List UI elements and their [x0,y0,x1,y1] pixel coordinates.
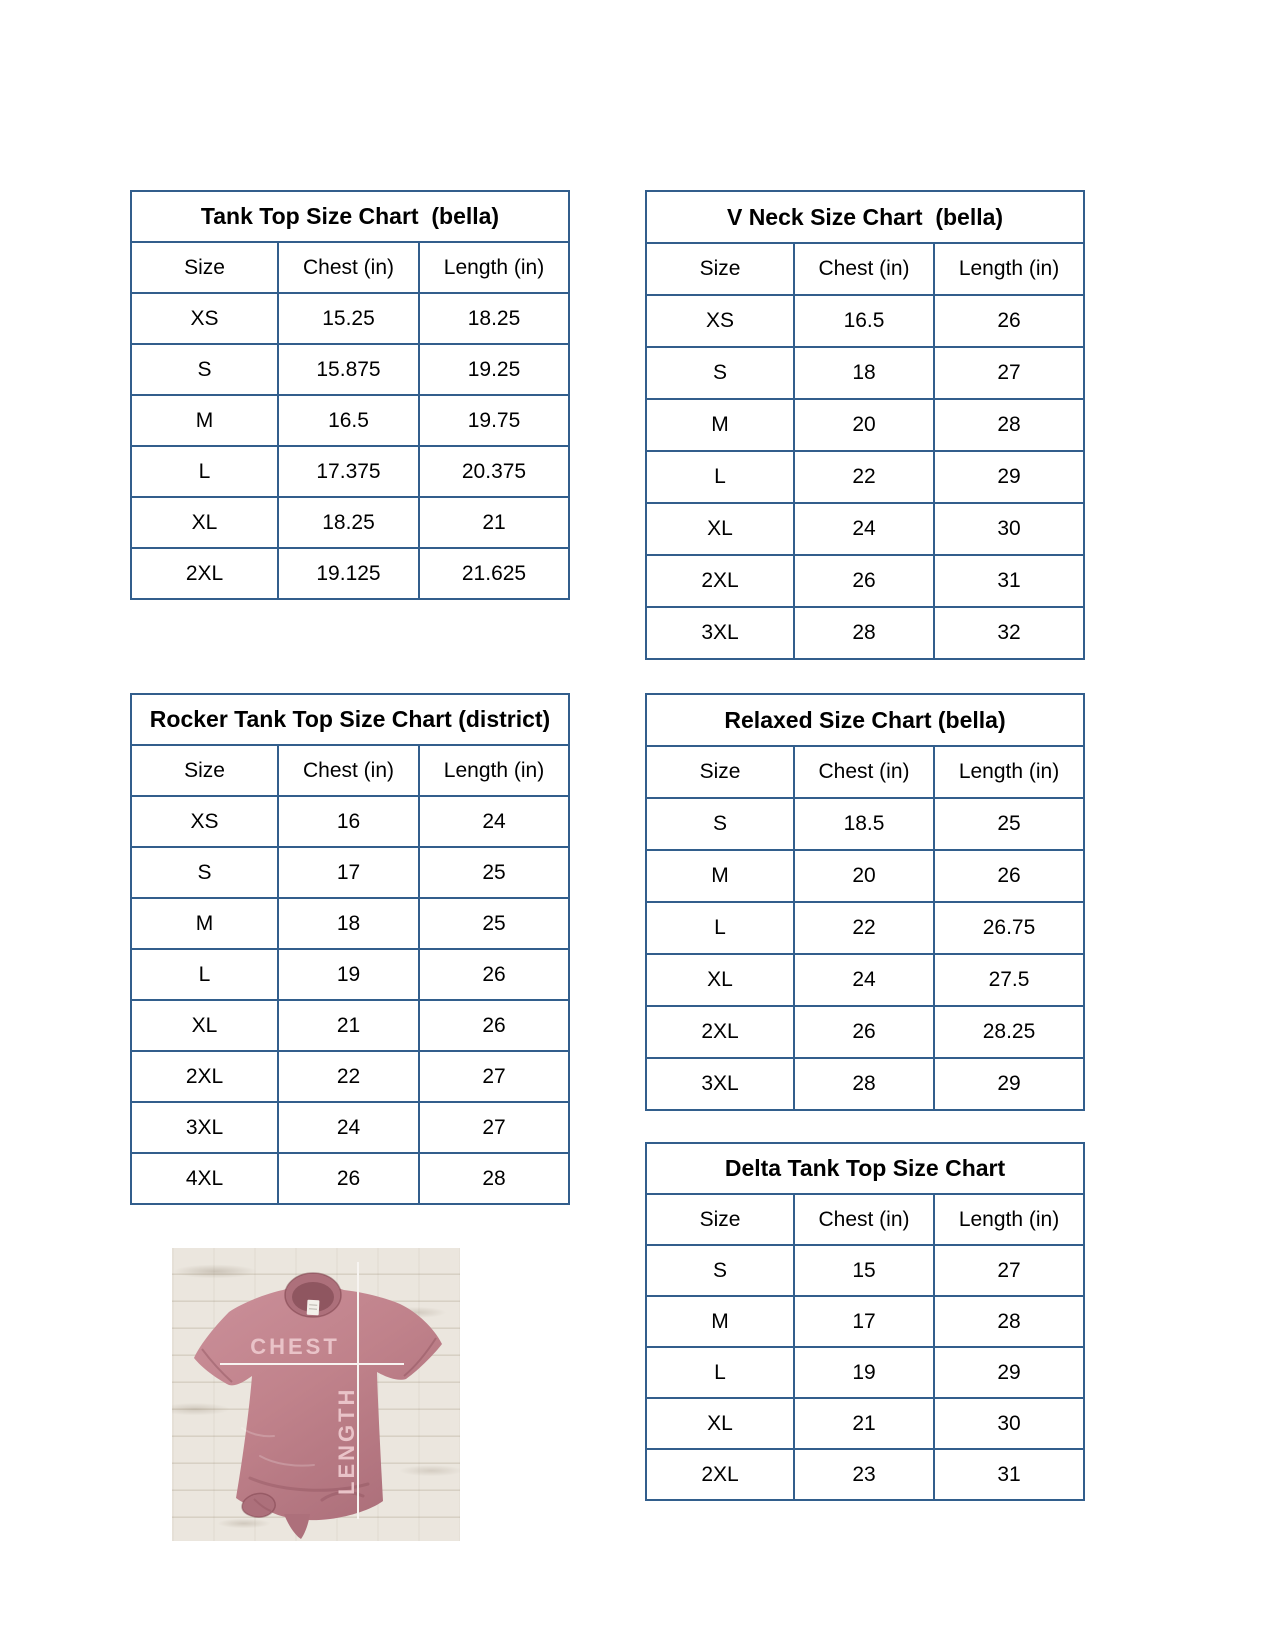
table-row [646,1347,1084,1398]
length-value-cell: 32 [934,607,1084,659]
table-row [131,1153,569,1204]
table-row [646,1006,1084,1058]
size-cell: S [646,798,794,850]
chest-value-cell: 17.375 [278,446,419,497]
chest-value-cell: 19 [278,949,419,1000]
table-row [131,745,569,796]
table-row [646,295,1084,347]
table-row [646,399,1084,451]
table-row [646,1449,1084,1500]
chest-value-cell: 16.5 [794,295,934,347]
table-row [131,344,569,395]
size-cell: M [646,850,794,902]
size-cell: M [646,1296,794,1347]
size-cell: XL [646,1398,794,1449]
length-value-cell: 25 [419,898,569,949]
table-row [131,694,569,745]
chest-value-cell: 21 [794,1398,934,1449]
length-value-cell: 19.25 [419,344,569,395]
table-row [646,503,1084,555]
table-row [646,555,1084,607]
chest-value-cell: 19 [794,1347,934,1398]
chest-value-cell: 22 [794,902,934,954]
table-row [646,347,1084,399]
size-cell: S [131,847,278,898]
size-cell: L [131,949,278,1000]
size-cell: M [131,395,278,446]
chest-value-cell: 22 [794,451,934,503]
length-value-cell: 26 [419,949,569,1000]
table-row [646,451,1084,503]
table-row [646,1143,1084,1194]
column-header-chest: Chest (in) [794,1194,934,1245]
chest-value-cell: 23 [794,1449,934,1500]
length-value-cell: 21.625 [419,548,569,599]
column-header-size: Size [646,243,794,295]
chest-value-cell: 15.875 [278,344,419,395]
length-value-cell: 29 [934,1058,1084,1110]
length-label: LENGTH [334,1386,359,1495]
table-row [646,954,1084,1006]
chest-value-cell: 28 [794,1058,934,1110]
size-cell: 3XL [131,1102,278,1153]
table-row [131,497,569,548]
column-header-chest: Chest (in) [278,745,419,796]
size-cell: XS [131,293,278,344]
table-row [646,1058,1084,1110]
size-cell: XL [646,954,794,1006]
table-row [646,902,1084,954]
chest-value-cell: 24 [794,954,934,1006]
column-header-length: Length (in) [934,243,1084,295]
length-value-cell: 28.25 [934,1006,1084,1058]
table-row [646,1398,1084,1449]
size-cell: L [131,446,278,497]
table-row [131,1102,569,1153]
tshirt-icon [194,1273,442,1539]
size-cell: XL [131,1000,278,1051]
size-cell: M [646,399,794,451]
length-value-cell: 31 [934,555,1084,607]
chest-value-cell: 22 [278,1051,419,1102]
chest-value-cell: 26 [794,555,934,607]
table-row [646,191,1084,243]
column-header-size: Size [646,1194,794,1245]
chest-value-cell: 20 [794,850,934,902]
chest-value-cell: 26 [794,1006,934,1058]
length-value-cell: 29 [934,1347,1084,1398]
chest-value-cell: 16.5 [278,395,419,446]
tank-top-size-chart-table [130,190,570,600]
length-value-cell: 26 [419,1000,569,1051]
column-header-length: Length (in) [934,1194,1084,1245]
relaxed-size-chart-table [645,693,1085,1111]
tshirt-measurement-illustration [172,1248,460,1541]
size-cell: 2XL [646,555,794,607]
v-neck-size-chart-table [645,190,1085,660]
table-title: Relaxed Size Chart (bella) [646,694,1084,746]
table-row [646,1245,1084,1296]
table-title: Delta Tank Top Size Chart [646,1143,1084,1194]
table-title: V Neck Size Chart (bella) [646,191,1084,243]
size-cell: 2XL [646,1006,794,1058]
length-value-cell: 27 [419,1102,569,1153]
length-value-cell: 30 [934,503,1084,555]
chest-value-cell: 17 [278,847,419,898]
column-header-chest: Chest (in) [794,243,934,295]
length-value-cell: 30 [934,1398,1084,1449]
chest-value-cell: 18 [278,898,419,949]
table-title: Tank Top Size Chart (bella) [131,191,569,242]
length-value-cell: 21 [419,497,569,548]
length-value-cell: 27 [934,347,1084,399]
length-value-cell: 20.375 [419,446,569,497]
column-header-chest: Chest (in) [278,242,419,293]
length-value-cell: 24 [419,796,569,847]
size-cell: XL [646,503,794,555]
table-row [131,847,569,898]
chest-value-cell: 18.5 [794,798,934,850]
length-value-cell: 31 [934,1449,1084,1500]
length-value-cell: 28 [934,399,1084,451]
length-value-cell: 29 [934,451,1084,503]
table-row [131,1000,569,1051]
chest-value-cell: 26 [278,1153,419,1204]
length-value-cell: 18.25 [419,293,569,344]
length-value-cell: 26 [934,850,1084,902]
table-row [646,607,1084,659]
table-row [646,798,1084,850]
length-value-cell: 25 [934,798,1084,850]
chest-value-cell: 15 [794,1245,934,1296]
length-value-cell: 19.75 [419,395,569,446]
length-value-cell: 26 [934,295,1084,347]
size-cell: L [646,451,794,503]
chest-value-cell: 18 [794,347,934,399]
size-cell: 2XL [646,1449,794,1500]
table-row [131,395,569,446]
table-row [131,949,569,1000]
size-cell: 4XL [131,1153,278,1204]
length-value-cell: 26.75 [934,902,1084,954]
table-row [646,746,1084,798]
shirt-measurement-photo [172,1248,460,1541]
length-value-cell: 27.5 [934,954,1084,1006]
column-header-size: Size [131,745,278,796]
column-header-size: Size [131,242,278,293]
table-row [131,293,569,344]
chest-value-cell: 20 [794,399,934,451]
table-row [131,191,569,242]
table-row [131,242,569,293]
chest-value-cell: 15.25 [278,293,419,344]
size-cell: 2XL [131,1051,278,1102]
size-cell: 3XL [646,1058,794,1110]
chest-value-cell: 17 [794,1296,934,1347]
table-row [131,548,569,599]
delta-tank-top-size-chart-table [645,1142,1085,1501]
length-value-cell: 27 [419,1051,569,1102]
size-cell: XS [646,295,794,347]
column-header-size: Size [646,746,794,798]
table-row [131,898,569,949]
table-row [131,446,569,497]
column-header-length: Length (in) [419,745,569,796]
column-header-length: Length (in) [419,242,569,293]
chest-value-cell: 16 [278,796,419,847]
column-header-length: Length (in) [934,746,1084,798]
size-cell: 2XL [131,548,278,599]
size-cell: S [646,347,794,399]
table-row [646,243,1084,295]
size-cell: L [646,902,794,954]
table-row [646,850,1084,902]
chest-value-cell: 18.25 [278,497,419,548]
size-cell: S [131,344,278,395]
column-header-chest: Chest (in) [794,746,934,798]
chest-value-cell: 24 [278,1102,419,1153]
size-cell: S [646,1245,794,1296]
rocker-tank-top-size-chart-table [130,693,570,1205]
size-cell: L [646,1347,794,1398]
table-row [131,1051,569,1102]
table-row [646,1296,1084,1347]
table-row [646,694,1084,746]
chest-label: CHEST [250,1334,340,1359]
length-value-cell: 27 [934,1245,1084,1296]
chest-value-cell: 19.125 [278,548,419,599]
size-cell: XL [131,497,278,548]
chest-value-cell: 24 [794,503,934,555]
size-cell: XS [131,796,278,847]
chest-value-cell: 28 [794,607,934,659]
length-value-cell: 25 [419,847,569,898]
chest-value-cell: 21 [278,1000,419,1051]
length-value-cell: 28 [934,1296,1084,1347]
size-cell: 3XL [646,607,794,659]
table-row [646,1194,1084,1245]
length-value-cell: 28 [419,1153,569,1204]
table-title: Rocker Tank Top Size Chart (district) [131,694,569,745]
table-row [131,796,569,847]
size-cell: M [131,898,278,949]
